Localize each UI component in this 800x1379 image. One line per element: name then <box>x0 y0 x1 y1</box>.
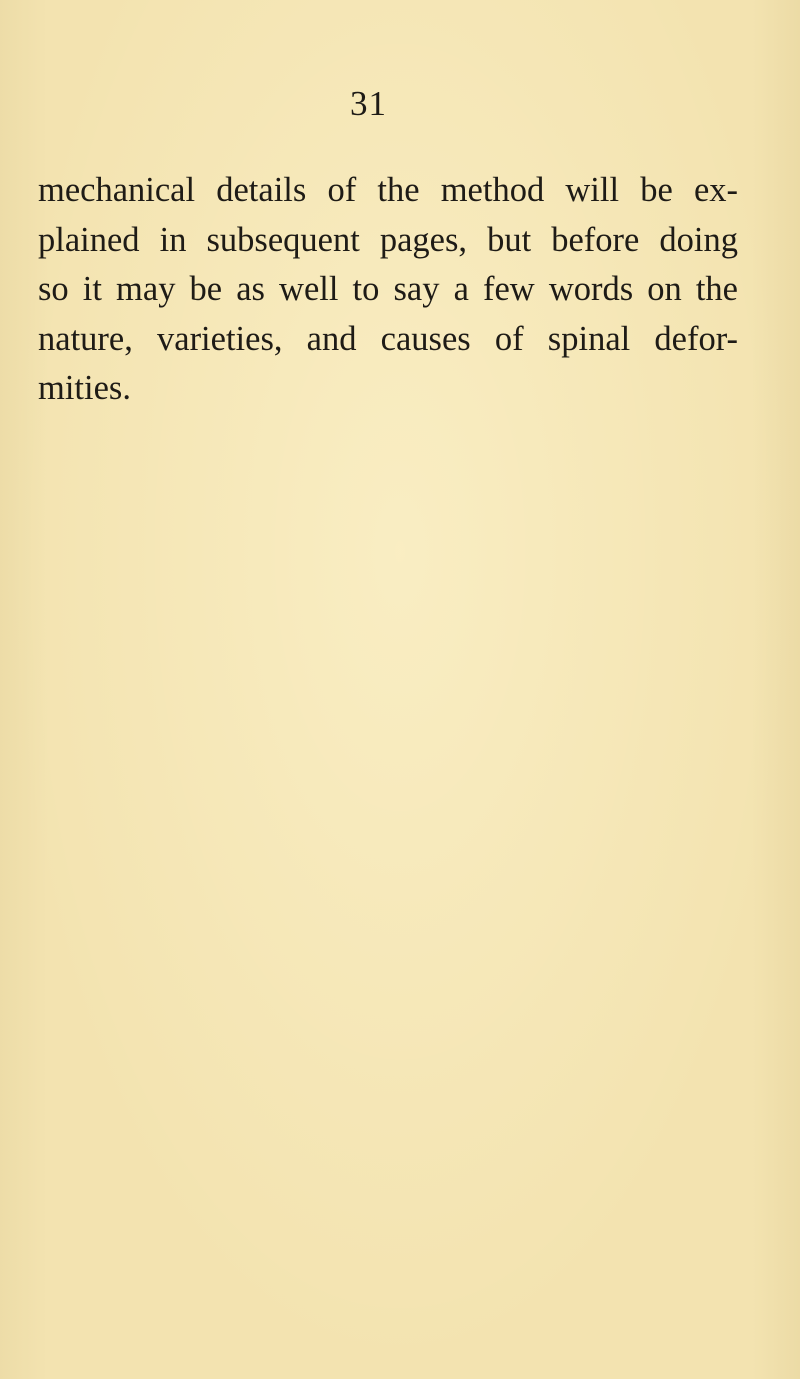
text-line: nature, varieties, and causes of spinal defor- <box>38 319 738 358</box>
text-line: mechanical details of the method will be ex- <box>38 171 738 209</box>
text-line: so it may be as well to say a few words on the <box>38 270 738 308</box>
text-line: mities. <box>38 369 131 407</box>
text-line: plained in subsequent pages, but before doing <box>38 220 738 259</box>
paragraph <box>38 166 738 414</box>
page-number: 31 <box>350 84 387 123</box>
